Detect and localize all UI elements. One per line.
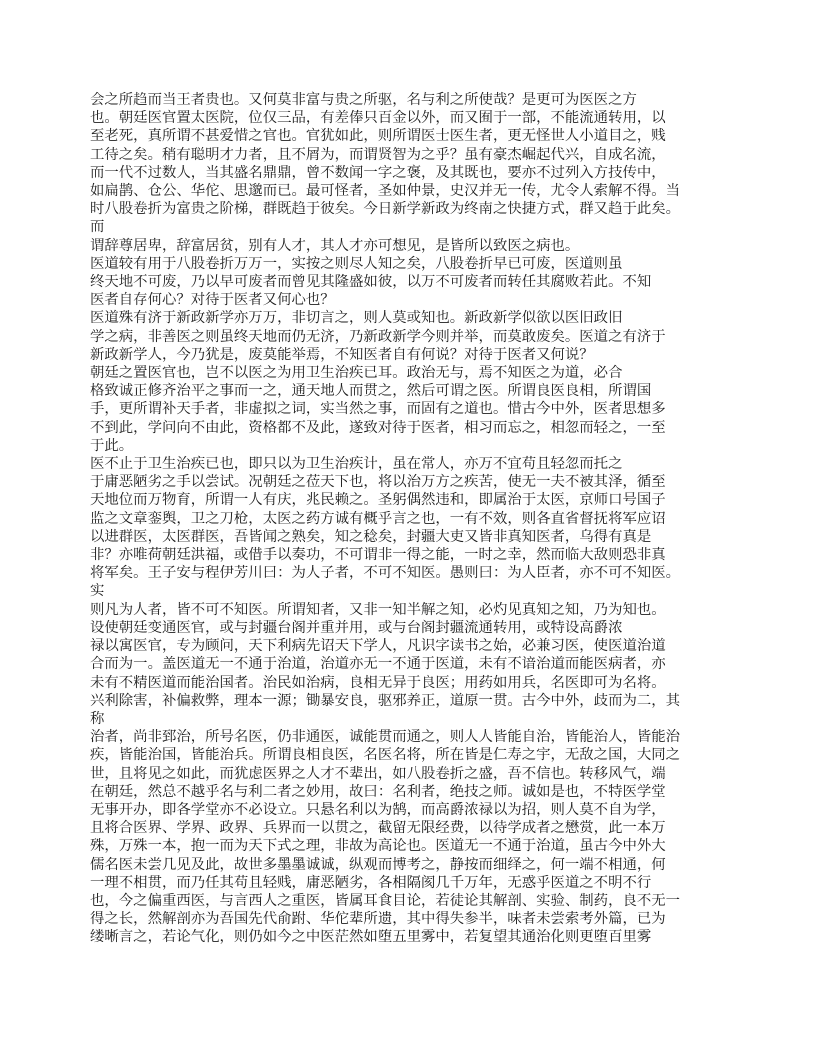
text-line: 医不止于卫生治疾已也，即只以为卫生治疾计，虽在常人，亦万不宜苟且轻忽而托之: [90, 456, 623, 473]
text-line: 以进群医，太医群医，吾皆闻之熟矣，知之稔矣，封疆大吏又皆非真知医者，乌得有真是: [90, 528, 652, 545]
text-line: 将军矣。王子安与程伊芳川曰：为人子者，不可不知医。愚则曰：为人臣者，亦不可不知医。: [90, 565, 681, 582]
text-line: 非？亦唯荷朝廷洪福，或借手以奏功，不可谓非一得之能，一时之幸，然而临大敌则恐非真: [90, 547, 666, 564]
text-line: 得之长，然解剖亦为吾国先代俞跗、华佗辈所遗，其中得失参半，味者未尝索考外篇，已为: [90, 911, 666, 928]
text-line: 至老死，真所谓不甚爱惜之官也。官犹如此，则所谓医士医生者，更无怪世人小道目之，贱: [90, 128, 666, 145]
text-line: 也。朝廷医官置太医院，位仅三品，有差俸只百金以外，而又囿于一部，不能流通转用，以: [90, 110, 666, 127]
text-line: 工待之矣。稍有聪明才力者，且不屑为，而谓贤智为之乎？虽有豪杰崛起代兴，自成名流，: [90, 146, 666, 163]
text-line: 手，更所谓补天手者，非虚拟之词，实当然之事，而固有之道也。惜古今中外，医者思想多: [90, 401, 666, 418]
text-line: 医道殊有济于新政新学亦万万，非切言之，则人莫或知也。新政新学似欲以医旧政旧: [90, 310, 623, 327]
text-line: 疾，皆能治国，皆能治兵。所谓良相良医，名医名将，所在皆是仁寿之宇，无敌之国，大同之: [90, 747, 681, 764]
text-line: 如扁鹊、仓公、华佗、思邈而已。最可怪者，圣如仲景，史汉并无一传，尤令人索解不得。当: [90, 183, 681, 200]
text-line: 称: [90, 710, 105, 727]
text-line: 格致诚正修齐治平之事而一之，通天地人而贯之，然后可谓之医。所谓良医良相，所谓国: [90, 383, 652, 400]
text-line: 而: [90, 219, 105, 236]
text-line: 终天地不可废，乃以早可废者而曾见其隆盛如彼，以万不可废者而转任其腐败若此。不知: [90, 274, 652, 291]
document-text-block: [90, 91, 746, 947]
text-line: 医者自存何心？对待于医者又何心也？: [90, 292, 335, 309]
text-line: 朝廷之置医官也，岂不以医之为用卫生治疾已耳。政治无与，焉不知医之为道，必合: [90, 365, 623, 382]
text-line: 监之文章銮舆，卫之刀枪，太医之药方诚有概乎言之也，一有不效，则各直省督抚将军应诏: [90, 510, 666, 527]
text-line: 且将合医界、学界、政界、兵界而一以贯之，截留无限经费，以待学成者之懋赏，此一本万: [90, 820, 666, 837]
text-line: 时八股卷折为富贵之阶梯，群既趋于彼矣。今日新学新政为终南之快捷方式，群又趋于此矣。: [90, 201, 681, 218]
text-line: 谓辞尊居卑，辞富居贫，别有人才，其人才亦可想见，是皆所以致医之病也。: [90, 237, 580, 254]
text-line: 天地位而万物育，所谓一人有庆，兆民赖之。圣躬偶然违和，即属治于太医，京师口号国子: [90, 492, 666, 509]
text-line: 医道较有用于八股卷折万万一，实按之则尽人知之矣，八股卷折早已可废，医道则虽: [90, 255, 623, 272]
text-line: 在朝廷，然总不越乎名与利二者之妙用，故曰：名利者，绝技之师。诚如是也，不特医学堂: [90, 783, 666, 800]
text-line: 于此。: [90, 437, 134, 454]
text-line: 无事开办，即各学堂亦不必设立。只悬名利以为鹄，而高爵浓禄以为招，则人莫不自为学，: [90, 801, 666, 818]
text-line: 学之病，非善医之则虽终天地而仍无济，乃新政新学今则并举，而莫敢废矣。医道之有济于: [90, 328, 666, 345]
text-line: 儒名医未尝几见及此，故世多墨墨诚诚，纵观而博考之，静按而细绎之，何一端不相通，何: [90, 856, 666, 873]
text-line: 则凡为人者，皆不可不知医。所谓知者，又非一知半解之知，必灼见真知之知，乃为知也。: [90, 601, 666, 618]
text-line: 缕晰言之，若论气化，则仍如今之中医茫然如堕五里雾中，若复望其通治化则更堕百里雾: [90, 929, 652, 946]
text-line: 世，且将见之如此，而犹虑医界之人才不辈出，如八股卷折之盛，吾不信也。转移风气，端: [90, 765, 666, 782]
text-line: 治者，尚非郅治，所号名医，仍非通医，诚能贯而通之，则人人皆能自治，皆能治人，皆能治: [90, 729, 681, 746]
text-line: 于庸恶陋劣之手以尝试。况朝廷之莅天下也，将以治万方之疾苦，使无一夫不被其泽，循至: [90, 474, 666, 491]
text-line: 不到此，学问向不由此，资格都不及此，遂致对待于医者，相习而忘之，相忽而轻之，一至: [90, 419, 666, 436]
text-line: 合而为一。盖医道无一不通于治道，治道亦无一不通于医道，未有不谙治道而能医病者，亦: [90, 656, 666, 673]
text-line: 未有不精医道而能治国者。治民如治病，良相无异于良医；用药如用兵，名医即可为名将。: [90, 674, 666, 691]
text-line: 设使朝廷变通医官，或与封疆台阁并重并用，或与台阁封疆流通转用，或特设高爵浓: [90, 619, 623, 636]
text-line: 新政新学人，今乃犹是，废莫能举焉，不知医者自有何说？对待于医者又何说？: [90, 346, 594, 363]
text-line: 会之所趋而当王者贵也。又何莫非富与贵之所驱，名与利之所使哉？是更可为医医之方: [90, 92, 637, 108]
text-line: 殊，万殊一本，抱一而为天下式之理，非故为高论也。医道无一不通于治道，虽古今中外大: [90, 838, 666, 855]
text-line: 禄以寓医官，专为顾问，天下利病先诏天下学人，凡识字读书之始，必兼习医，使医道治道: [90, 638, 666, 655]
text-line: 兴利除害，补偏救弊，理本一源；锄暴安良，驱邪养正，道原一贯。古今中外，歧而为二，其: [90, 692, 681, 709]
text-line: 一理不相贯，而乃任其苟且轻贱，庸恶陋劣，各相隔阂几千万年，无惑乎医道之不明不行: [90, 874, 652, 891]
text-line: 实: [90, 583, 105, 600]
text-line: 而一代不过数人，当其盛名鼎鼎，曾不数闻一字之褒，及其既也，要亦不过列入方技传中，: [90, 164, 666, 181]
text-line: 也，今之偏重西医，与言西人之重医，皆属耳食目论，若徒论其解剖、实验、制药，良不无一: [90, 892, 681, 909]
